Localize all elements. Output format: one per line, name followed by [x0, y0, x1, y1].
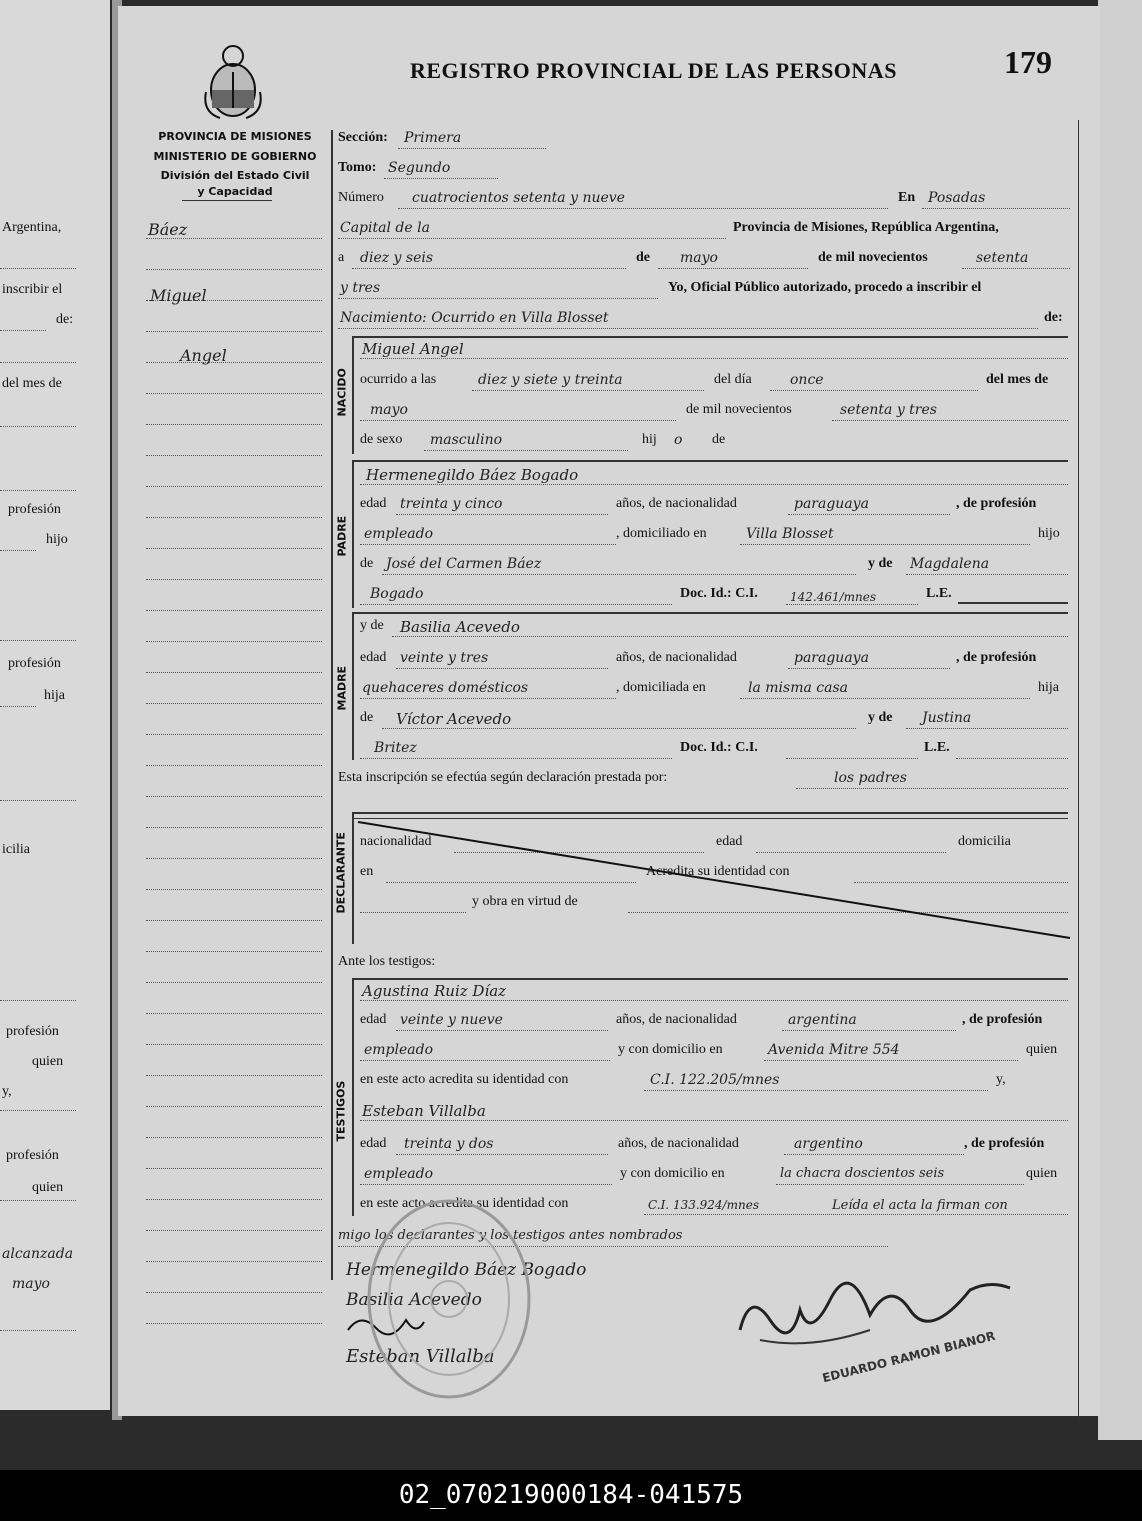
margin-dotted-line — [146, 796, 322, 797]
field-madre-nac: paraguaya — [794, 650, 869, 666]
margin-dotted-line — [146, 641, 322, 642]
side-label-nacido: NACIDO — [335, 368, 349, 417]
margin-name: Angel — [180, 346, 227, 365]
label-profesion: , de profesión — [956, 496, 1037, 511]
field-anio2: y tres — [340, 280, 381, 296]
field-t1-prof: empleado — [364, 1042, 434, 1058]
field-madre-madre2: Britez — [374, 740, 417, 756]
label-quien-t1: quien — [1026, 1042, 1058, 1057]
field-mes-nac: mayo — [370, 402, 408, 418]
field-mes: mayo — [680, 250, 718, 266]
label-de-mil: de mil novecientos — [818, 250, 928, 265]
margin-dotted-line — [146, 424, 322, 425]
margin-dotted-line — [146, 517, 322, 518]
left-handwriting: alcanzada — [2, 1246, 74, 1262]
label-en: En — [898, 190, 916, 205]
label-tomo: Tomo: — [338, 160, 377, 175]
left-fragment: profesión — [6, 1024, 59, 1039]
field-madre-prof: quehaceres domésticos — [362, 680, 529, 696]
label-de2: de — [712, 432, 726, 447]
field-t1-nombre: Agustina Ruiz Díaz — [362, 982, 507, 1000]
signature-witness: Esteban Villalba — [346, 1346, 495, 1367]
field-madre-padre: Víctor Acevedo — [396, 710, 512, 728]
divider — [182, 200, 272, 201]
signature-father: Hermenegildo Báez Bogado — [346, 1260, 587, 1280]
left-fragment: icilia — [2, 842, 30, 857]
org-line: PROVINCIA DE MISIONES — [158, 130, 312, 143]
label-le: L.E. — [926, 586, 952, 601]
margin-dotted-line — [146, 951, 322, 952]
margin-dotted-line — [146, 1106, 322, 1107]
margin-dotted-line — [146, 455, 322, 456]
field-t2-nac: argentino — [794, 1136, 863, 1152]
right-page-edge — [1098, 0, 1142, 1440]
label-sexo: de sexo — [360, 432, 403, 447]
label-de-madre: de — [360, 710, 374, 725]
label-de-padre: de — [360, 556, 374, 571]
label-doc-id-madre: Doc. Id.: C.I. — [680, 740, 758, 755]
margin-dotted-line — [146, 1137, 322, 1138]
label-hija: hija — [1038, 680, 1059, 695]
field-t2-nombre: Esteban Villalba — [362, 1102, 486, 1120]
label-en-decl: en — [360, 864, 374, 879]
label-obra: y obra en virtud de — [472, 894, 578, 909]
label-y-de-madre: y de — [360, 618, 384, 633]
margin-dotted-line — [146, 889, 322, 890]
field-padre-nac: paraguaya — [794, 496, 869, 512]
margin-dotted-line — [146, 548, 322, 549]
label-y-coma: y, — [996, 1072, 1006, 1087]
field-hij-suffix: o — [674, 432, 683, 448]
label-esta-inscripcion: Esta inscripción se efectúa según declaración prestada por: — [338, 770, 668, 785]
margin-dotted-line — [146, 269, 322, 270]
label-quien-t2: quien — [1026, 1166, 1058, 1181]
field-padre-dom: Villa Blosset — [746, 526, 834, 542]
field-padre-madre2: Bogado — [370, 586, 424, 602]
side-label-declarante: DECLARANTE — [334, 832, 348, 914]
field-madre-nombre: Basilia Acevedo — [400, 618, 520, 636]
label-numero: Número — [338, 190, 384, 205]
field-numero: cuatrocientos setenta y nueve — [412, 190, 625, 206]
org-line: y Capacidad — [197, 185, 273, 198]
left-fragment: profesión — [8, 502, 61, 517]
label-y-de-2: y de — [868, 710, 893, 725]
left-fragment: Argentina, — [2, 220, 62, 235]
label-profesion-madre: , de profesión — [956, 650, 1037, 665]
label-de-colon: de: — [1044, 310, 1063, 325]
label-hij: hij — [642, 432, 657, 447]
signature-mother: Basilia Acevedo — [346, 1290, 482, 1310]
label-acredita-t1: en este acto acredita su identidad con — [360, 1072, 569, 1087]
label-nacionalidad: nacionalidad — [360, 834, 432, 849]
margin-dotted-line — [146, 827, 322, 828]
section-rule — [352, 460, 1068, 462]
margin-dotted-line — [146, 1292, 322, 1293]
left-page — [0, 0, 110, 1410]
field-dia: diez y seis — [360, 250, 434, 266]
field-hora: diez y siete y treinta — [478, 372, 623, 388]
margin-name: Miguel — [150, 286, 207, 305]
label-domiciliado: , domiciliado en — [616, 526, 707, 541]
field-leida2: migo los declarantes y los testigos antes nombrados — [338, 1228, 683, 1243]
section-rule — [352, 612, 1068, 614]
field-anio: setenta — [976, 250, 1029, 266]
side-label-padre: PADRE — [335, 515, 349, 557]
field-padre-nombre: Hermenegildo Báez Bogado — [366, 466, 579, 484]
label-acredita-t2: en este acto acredita su identidad con — [360, 1196, 569, 1211]
field-t1-dom: Avenida Mitre 554 — [768, 1042, 900, 1058]
page-number: 179 — [1004, 44, 1052, 80]
label-anios-nac-madre: años, de nacionalidad — [616, 650, 737, 665]
side-label-madre: MADRE — [335, 665, 349, 711]
label-profesion-t2: , de profesión — [964, 1136, 1045, 1151]
field-seccion: Primera — [404, 130, 462, 146]
label-domicilia: domicilia — [958, 834, 1011, 849]
label-seccion: Sección: — [338, 130, 388, 145]
section-rule — [352, 336, 1068, 338]
margin-dotted-line — [146, 1261, 322, 1262]
org-line: MINISTERIO DE GOBIERNO — [153, 150, 317, 163]
margin-dotted-line — [146, 1199, 322, 1200]
label-edad-madre: edad — [360, 650, 387, 665]
margin-dotted-line — [146, 982, 322, 983]
margin-surname: Báez — [148, 220, 188, 239]
label-le-madre: L.E. — [924, 740, 950, 755]
section-bracket — [352, 612, 354, 760]
margin-dotted-line — [146, 610, 322, 611]
margin-dotted-line — [146, 672, 322, 673]
field-madre-madre: Justina — [922, 710, 972, 726]
field-t2-prof: empleado — [364, 1166, 434, 1182]
field-leida: Leída el acta la firman con — [832, 1198, 1008, 1213]
section-bracket — [352, 978, 354, 1216]
margin-dotted-line — [146, 858, 322, 859]
field-padre-padre: José del Carmen Báez — [386, 556, 542, 572]
margin-dotted-line — [146, 1230, 322, 1231]
official-stamp-name: EDUARDO RAMON BIANOR — [820, 1328, 997, 1386]
left-fragment: y, — [2, 1084, 12, 1099]
margin-dotted-line — [146, 1075, 322, 1076]
field-padre-edad: treinta y cinco — [400, 496, 503, 512]
section-bracket — [352, 336, 354, 454]
field-tomo: Segundo — [388, 160, 451, 176]
left-fragment: inscribir el — [2, 282, 63, 297]
field-sexo: masculino — [430, 432, 503, 448]
field-t2-ci: C.I. 133.924/mnes — [648, 1198, 759, 1212]
section-rule — [352, 978, 1068, 980]
label-acredita: Acredita su identidad con — [646, 864, 790, 879]
label-edad-t1: edad — [360, 1012, 387, 1027]
margin-dotted-line — [146, 486, 322, 487]
field-anio-nac: setenta y tres — [840, 402, 937, 418]
left-handwriting: mayo — [12, 1276, 50, 1292]
field-t1-nac: argentina — [788, 1012, 857, 1028]
label-ante-testigos: Ante los testigos: — [338, 954, 436, 969]
field-padre-madre: Magdalena — [910, 556, 990, 572]
left-fragment: quien — [32, 1180, 64, 1195]
label-edad-decl: edad — [716, 834, 743, 849]
margin-dotted-line — [146, 1044, 322, 1045]
margin-dotted-line — [146, 331, 322, 332]
label-de: de — [636, 250, 650, 265]
margin-dotted-line — [146, 703, 322, 704]
label-con-domicilio-t2: y con domicilio en — [620, 1166, 725, 1181]
label-anios-nac-t2: años, de nacionalidad — [618, 1136, 739, 1151]
label-domiciliada: , domiciliada en — [616, 680, 706, 695]
left-fragment: hijo — [46, 532, 68, 547]
coat-of-arms-emblem — [200, 42, 266, 122]
right-border — [1078, 120, 1079, 1420]
field-padre-ci: 142.461/mnes — [790, 590, 877, 604]
label-yo: Yo, Oficial Público autorizado, procedo a inscribir el — [668, 280, 982, 295]
label-ocurrido: ocurrido a las — [360, 372, 437, 387]
label-del-dia: del día — [714, 372, 752, 387]
label-profesion-t1: , de profesión — [962, 1012, 1043, 1027]
document-title: REGISTRO PROVINCIAL DE LAS PERSONAS — [410, 58, 897, 83]
field-en: Posadas — [928, 190, 986, 206]
document-id-footer: 02_070219000184-041575 — [0, 1470, 1142, 1521]
margin-dotted-line — [146, 1168, 322, 1169]
margin-dotted-line — [146, 1013, 322, 1014]
strike-through-line — [356, 816, 1072, 942]
label-doc-id: Doc. Id.: C.I. — [680, 586, 758, 601]
field-madre-edad: veinte y tres — [400, 650, 489, 666]
margin-dotted-line — [146, 920, 322, 921]
official-seal — [364, 1196, 534, 1402]
label-anios-nac-t1: años, de nacionalidad — [616, 1012, 737, 1027]
field-capital: Capital de la — [340, 220, 430, 236]
section-bracket — [352, 460, 354, 608]
field-t2-edad: treinta y dos — [404, 1136, 494, 1152]
field-declaracion: los padres — [834, 770, 907, 786]
label-anios-nac: años, de nacionalidad — [616, 496, 737, 511]
label-con-domicilio-t1: y con domicilio en — [618, 1042, 723, 1057]
label-a: a — [338, 250, 345, 265]
label-edad: edad — [360, 496, 387, 511]
margin-dotted-line — [146, 765, 322, 766]
margin-dotted-line — [146, 734, 322, 735]
field-t1-ci: C.I. 122.205/mnes — [650, 1072, 780, 1088]
field-t1-edad: veinte y nueve — [400, 1012, 503, 1028]
field-padre-prof: empleado — [364, 526, 434, 542]
section-rule — [352, 812, 1068, 814]
label-edad-t2: edad — [360, 1136, 387, 1151]
official-signature — [730, 1270, 1030, 1370]
left-fragment: de: — [56, 312, 74, 327]
label-hijo: hijo — [1038, 526, 1060, 541]
field-inscribir: Nacimiento: Ocurrido en Villa Blosset — [340, 310, 609, 326]
left-fragment: del mes de — [2, 376, 62, 391]
label-provincia: Provincia de Misiones, República Argentina, — [733, 220, 999, 235]
label-del-mes: del mes de — [986, 372, 1049, 387]
left-fragment: profesión — [8, 656, 61, 671]
field-t2-dom: la chacra doscientos seis — [780, 1166, 945, 1181]
left-fragment: hija — [44, 688, 65, 703]
label-y-de: y de — [868, 556, 893, 571]
margin-dotted-line — [146, 579, 322, 580]
field-madre-dom: la misma casa — [748, 680, 849, 696]
side-label-testigos: TESTIGOS — [334, 1080, 348, 1142]
margin-dotted-line — [146, 362, 322, 363]
left-fragment: profesión — [6, 1148, 59, 1163]
org-line: División del Estado Civil — [160, 169, 310, 182]
section-bracket — [352, 812, 354, 944]
column-divider — [331, 130, 333, 1280]
field-dia-nac: once — [790, 372, 824, 388]
label-de-mil2: de mil novecientos — [686, 402, 792, 417]
left-fragment: quien — [32, 1054, 64, 1069]
margin-dotted-line — [146, 393, 322, 394]
field-nombre: Miguel Angel — [362, 340, 464, 358]
margin-dotted-line — [146, 1323, 322, 1324]
